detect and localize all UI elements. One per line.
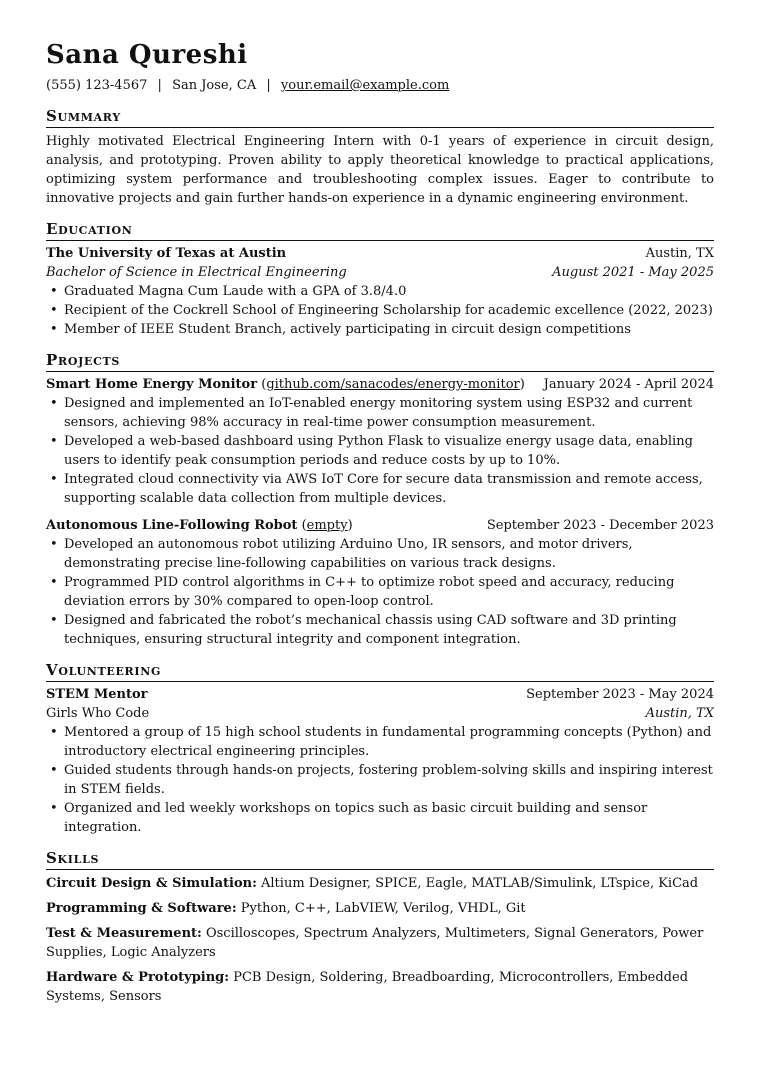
- list-item: • Designed and fabricated the robot’s mechanical chassis using CAD software and 3D printing techniques, ensuring structural integrity and component integration.: [46, 611, 714, 649]
- skill-label: Hardware & Prototyping:: [46, 970, 230, 985]
- list-item: • Designed and implemented an IoT-enabled energy monitoring system using ESP32 and current sensors, achieving 98% accuracy in real-time power consumption measurement.: [46, 394, 714, 432]
- skill-value: Altium Designer, SPICE, Eagle, MATLAB/Simulink, LTspice, KiCad: [261, 876, 699, 891]
- volunteer-location: Austin, TX: [645, 706, 714, 721]
- school-name: The University of Texas at Austin: [46, 246, 287, 261]
- skill-label: Test & Measurement:: [46, 926, 202, 941]
- skill-value: Oscilloscopes, Spectrum Analyzers, Multimeters, Signal Generators, Power Supplies, Logic Analyzers: [46, 926, 704, 960]
- list-item: • Developed an autonomous robot utilizing Arduino Uno, IR sensors, and motor drivers, demonstrating precise line-following capabilities on various track designs.: [46, 535, 714, 573]
- project-entry: Smart Home Energy Monitor (github.com/sanacodes/energy-monitor) January 2024 - April 2024 • Designed and implemented an IoT-enabled energy monitoring system using ESP32 and current sensors, achieving 98% accuracy in real-time power consumption measurement. • Developed a web-based dashboard using Python Flask to visualize energy usage data, enabling users to identify peak consumption periods and reduce costs by up to 10%. • Integrated cloud connectivity via AWS IoT Core for secure data transmission and remote access, supporting scalable data collection from multiple devices.: [46, 375, 714, 508]
- projects-heading: Projects: [46, 350, 714, 372]
- volunteering-heading: Volunteering: [46, 660, 714, 682]
- project-name: Smart Home Energy Monitor: [46, 377, 258, 392]
- skill-label: Circuit Design & Simulation:: [46, 876, 257, 891]
- skill-value: Python, C++, LabVIEW, Verilog, VHDL, Git: [240, 901, 526, 916]
- school-location: Austin, TX: [645, 246, 714, 261]
- skills-section: [46, 848, 714, 1006]
- summary-text: Highly motivated Electrical Engineering Intern with 0-1 years of experience in circuit design, analysis, and prototyping. Proven ability to apply theoretical knowledge to practical applications, optimizing system performance and troubleshooting complex issues. Eager to contribute to innovative projects and gain further hands-on experience in a dynamic engineering environment.: [46, 134, 714, 206]
- phone-number: (555) 123-4567: [46, 78, 148, 93]
- volunteering-section: [46, 660, 714, 837]
- skill-value: PCB Design, Soldering, Breadboarding, Microcontrollers, Embedded Systems, Sensors: [46, 970, 689, 1004]
- education-heading: Education: [46, 219, 714, 241]
- list-item: • Integrated cloud connectivity via AWS IoT Core for secure data transmission and remote access, supporting scalable data collection from multiple devices.: [46, 470, 714, 508]
- projects-section: [46, 350, 714, 649]
- project-dates: January 2024 - April 2024: [543, 377, 714, 392]
- project-link[interactable]: empty: [306, 518, 348, 533]
- education-section: [46, 219, 714, 339]
- list-item: • Member of IEEE Student Branch, actively participating in circuit design competitions: [46, 320, 714, 339]
- project-bullets: [46, 394, 714, 508]
- skill-row: [46, 899, 714, 918]
- project-name: Autonomous Line-Following Robot: [46, 518, 298, 533]
- project-link[interactable]: github.com/sanacodes/energy-monitor: [266, 377, 520, 392]
- skill-row: [46, 968, 714, 1006]
- summary-heading: Summary: [46, 106, 714, 128]
- volunteering-bullets: [46, 723, 714, 837]
- candidate-name: Sana Qureshi: [46, 40, 248, 70]
- header: [46, 38, 714, 95]
- summary-section: [46, 106, 714, 208]
- skill-label: Programming & Software:: [46, 901, 237, 916]
- list-item: • Recipient of the Cockrell School of Engineering Scholarship for academic excellence (2022, 2023): [46, 301, 714, 320]
- skill-row: [46, 874, 714, 893]
- project-entry: Autonomous Line-Following Robot (empty) September 2023 - December 2023 • Developed an autonomous robot utilizing Arduino Uno, IR sensors, and motor drivers, demonstrating precise line-following capabilities on various track designs. • Programmed PID control algorithms in C++ to optimize robot speed and accuracy, reducing deviation errors by 30% compared to open-loop control. • Designed and fabricated the robot’s mechanical chassis using CAD software and 3D printing techniques, ensuring structural integrity and component integration.: [46, 516, 714, 649]
- skills-list: [46, 874, 714, 1006]
- resume-page: [46, 38, 714, 1006]
- list-item: • Organized and led weekly workshops on topics such as basic circuit building and sensor integration.: [46, 799, 714, 837]
- location: San Jose, CA: [172, 78, 257, 93]
- volunteer-org: Girls Who Code: [46, 706, 150, 721]
- list-item: • Developed a web-based dashboard using Python Flask to visualize energy usage data, enabling users to identify peak consumption periods and reduce costs by up to 10%.: [46, 432, 714, 470]
- contact-separator: |: [266, 78, 271, 93]
- skill-row: [46, 924, 714, 962]
- education-entry: [46, 244, 714, 339]
- volunteering-entry: [46, 685, 714, 837]
- skills-heading: Skills: [46, 848, 714, 870]
- education-bullets: [46, 282, 714, 339]
- volunteer-role: STEM Mentor: [46, 687, 148, 702]
- list-item: • Mentored a group of 15 high school students in fundamental programming concepts (Python) and introductory electrical engineering principles.: [46, 723, 714, 761]
- contact-separator: |: [157, 78, 162, 93]
- project-dates: September 2023 - December 2023: [486, 518, 714, 533]
- education-dates: August 2021 - May 2025: [552, 265, 714, 280]
- email-link[interactable]: your.email@example.com: [280, 78, 450, 93]
- volunteer-dates: September 2023 - May 2024: [526, 687, 714, 702]
- degree: Bachelor of Science in Electrical Engineering: [46, 265, 347, 280]
- project-bullets: [46, 535, 714, 649]
- list-item: • Guided students through hands-on projects, fostering problem-solving skills and inspiring interest in STEM fields.: [46, 761, 714, 799]
- list-item: • Graduated Magna Cum Laude with a GPA of 3.8/4.0: [46, 282, 714, 301]
- list-item: • Programmed PID control algorithms in C++ to optimize robot speed and accuracy, reducing deviation errors by 30% compared to open-loop control.: [46, 573, 714, 611]
- contact-line: [46, 77, 714, 95]
